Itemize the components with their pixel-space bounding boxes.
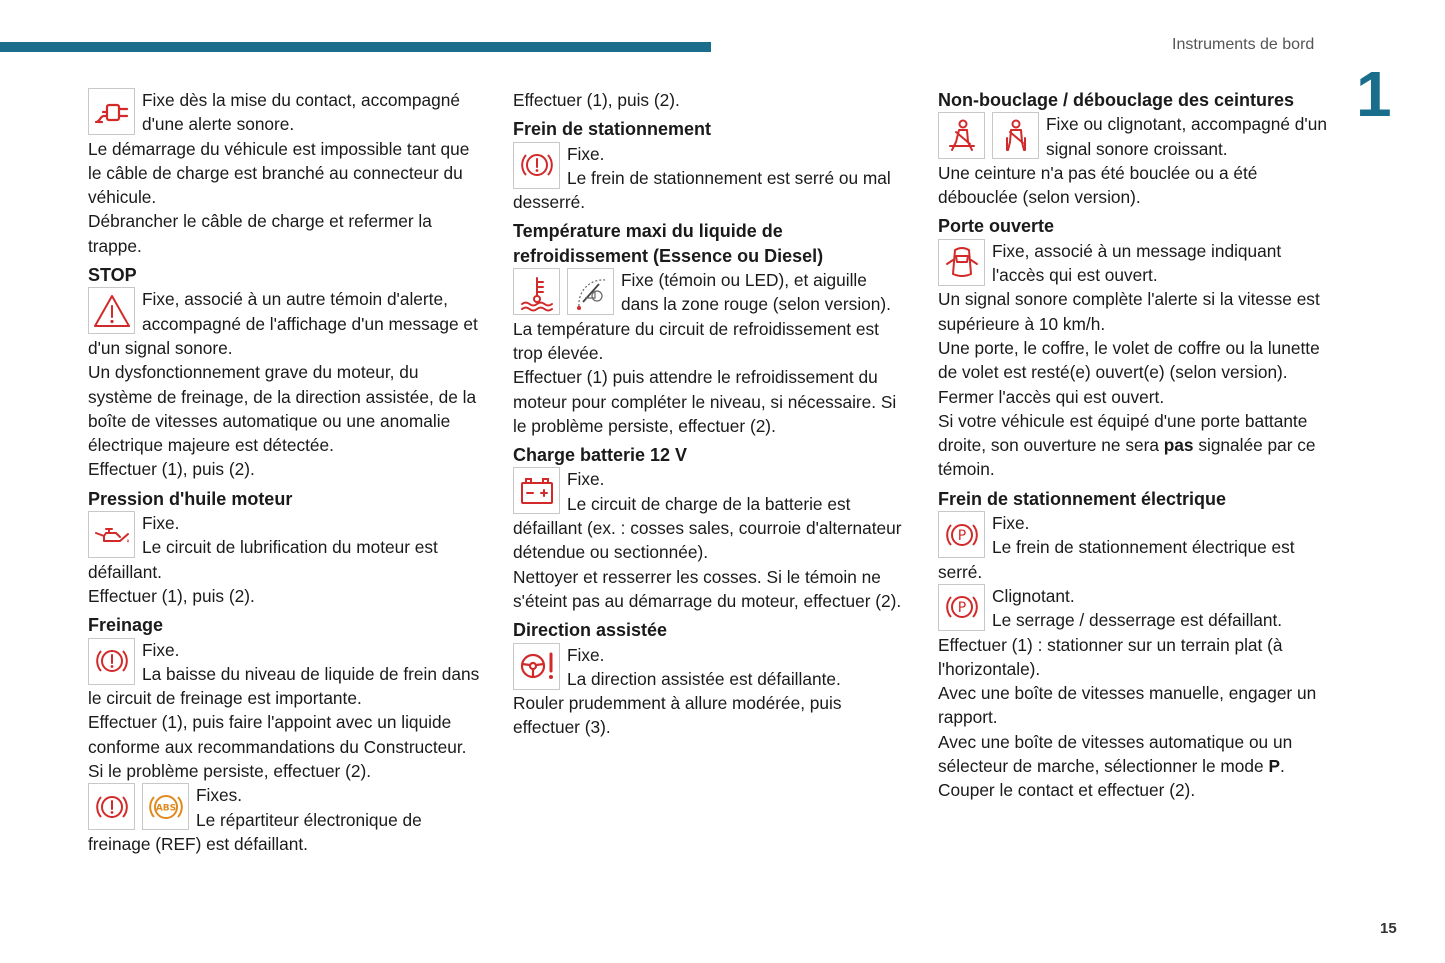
- battery-icon: [513, 467, 560, 514]
- section-title: Instruments de bord: [1172, 36, 1315, 53]
- steering-wheel-warning-icon: [513, 643, 560, 690]
- charge-cable-action: Débrancher le câble de charge et refermer la trappe.: [88, 211, 432, 256]
- seatbelt-icon: [938, 112, 985, 159]
- oil-action: Effectuer (1), puis (2).: [88, 585, 255, 606]
- ref-status: Fixes.: [196, 785, 243, 806]
- door-text-3: Fermer l'accès qui est ouvert.: [938, 386, 1165, 407]
- svg-text:ABS: ABS: [155, 803, 176, 814]
- parking-heading: Frein de stationnement: [513, 119, 712, 140]
- epb-blink-text: Le serrage / desserrage est défaillant.: [992, 610, 1283, 631]
- open-door-icon: [938, 239, 985, 286]
- column-3: [938, 88, 1334, 803]
- coolant-status: Fixe (témoin ou LED), et aiguille dans la zone rouge (selon version).: [621, 270, 891, 315]
- charge-cable-status: Fixe dès la mise du contact, accompagné d'une alerte sonore.: [142, 90, 460, 135]
- brake-warning-icon: [513, 142, 560, 189]
- parking-status: Fixe.: [567, 143, 605, 164]
- carryover-action: Effectuer (1), puis (2).: [513, 90, 680, 110]
- page-number: 15: [1380, 920, 1397, 937]
- coolant-text: La température du circuit de refroidissement est trop élevée.: [513, 318, 879, 363]
- epb-fixed-text: Le frein de stationnement électrique est serré.: [938, 537, 1295, 582]
- column-1: [88, 88, 484, 856]
- battery-heading: Charge batterie 12 V: [513, 445, 688, 466]
- steering-text: La direction assistée est défaillante.: [567, 668, 841, 689]
- seatbelt-text: Une ceinture n'a pas été bouclée ou a été débouclée (selon version).: [938, 162, 1258, 208]
- door-text-2: Une porte, le coffre, le volet de coffre ou la lunette de volet est resté(e) ouvert(e) (selon version).: [938, 337, 1320, 383]
- seatbelt-entry: [938, 112, 1334, 161]
- seatbelt-heading: Non-bouclage / débouclage des ceintures: [938, 90, 1295, 110]
- door-text-4: Si votre véhicule est équipé d'une porte battante droite, son ouverture ne sera pas signalée par ce témoin.: [938, 410, 1316, 480]
- charge-cable-text: Le démarrage du véhicule est impossible tant que le câble de charge est branché au connecteur du véhicule.: [88, 138, 470, 208]
- stop-action: Effectuer (1), puis (2).: [88, 459, 255, 480]
- epb-text-2: Avec une boîte de vitesses manuelle, engager un rapport.: [938, 683, 1317, 728]
- door-text-1: Un signal sonore complète l'alerte si la vitesse est supérieure à 10 km/h.: [938, 289, 1320, 334]
- chapter-number: 1: [1356, 58, 1392, 130]
- ref-text: Le répartiteur électronique de freinage (REF) est défaillant.: [88, 809, 422, 854]
- door-status: Fixe, associé à un message indiquant l'accès qui est ouvert.: [992, 240, 1282, 286]
- epb-fixed-entry: [938, 511, 1334, 584]
- epb-blink-entry: [938, 584, 1334, 633]
- charge-plug-icon: [88, 88, 135, 135]
- epb-fixed-status: Fixe.: [992, 513, 1030, 534]
- stop-entry: [88, 287, 484, 360]
- door-entry: [938, 239, 1334, 288]
- rear-seatbelt-icon: [992, 112, 1039, 159]
- brake-warning-icon: [88, 783, 135, 830]
- header-accent-bar: [0, 42, 711, 52]
- parking-text: Le frein de stationnement est serré ou mal desserré.: [513, 167, 891, 213]
- parking-brake-icon: [938, 511, 985, 558]
- abs-icon: [142, 783, 189, 830]
- stop-heading: STOP: [88, 265, 137, 286]
- ref-entry: [88, 783, 484, 856]
- battery-status: Fixe.: [567, 469, 605, 490]
- coolant-temperature-icon: [513, 268, 560, 315]
- charge-cable-entry: [88, 88, 484, 137]
- coolant-heading: Température maxi du liquide de refroidissement (Essence ou Diesel): [513, 221, 824, 266]
- parking-entry: [513, 142, 907, 215]
- seatbelt-status: Fixe ou clignotant, accompagné d'un signal sonore croissant.: [1046, 114, 1327, 159]
- battery-text: Le circuit de charge de la batterie est défaillant (ex. : cosses sales, courroie d'alternateur détendue ou sectionnée).: [513, 493, 902, 563]
- oil-status: Fixe.: [142, 513, 180, 534]
- braking-entry: [88, 638, 484, 711]
- oil-heading: Pression d'huile moteur: [88, 488, 293, 509]
- oil-text: Le circuit de lubrification du moteur est défaillant.: [88, 537, 438, 582]
- svg-text:P: P: [957, 527, 966, 544]
- temperature-gauge-icon: [567, 268, 614, 315]
- svg-text:P: P: [957, 600, 966, 617]
- battery-entry: [513, 467, 907, 564]
- battery-action: Nettoyer et resserrer les cosses. Si le témoin ne s'éteint pas au démarrage du moteur, effectuer (2).: [513, 566, 902, 611]
- steering-action: Rouler prudemment à allure modérée, puis effectuer (3).: [513, 693, 842, 738]
- column-2: [513, 88, 907, 740]
- steering-status: Fixe.: [567, 644, 605, 665]
- epb-text-1: Effectuer (1) : stationner sur un terrain plat (à l'horizontale).: [938, 634, 1283, 679]
- coolant-action: Effectuer (1) puis attendre le refroidissement du moteur pour compléter le niveau, si nécessaire. Si le problème persiste, effectuer (2).: [513, 367, 897, 436]
- stop-text: Un dysfonctionnement grave du moteur, du système de freinage, de la direction assistée, de la boîte de vitesses automatique ou une anomalie électrique majeure est détectée.: [88, 362, 477, 456]
- epb-heading: Frein de stationnement électrique: [938, 488, 1227, 509]
- coolant-entry: [513, 268, 907, 317]
- brake-warning-icon: [88, 638, 135, 685]
- epb-blink-status: Clignotant.: [992, 585, 1075, 606]
- parking-brake-icon: [938, 584, 985, 631]
- epb-text-3: Avec une boîte de vitesses automatique ou un sélecteur de marche, sélectionner le mode P.: [938, 731, 1293, 777]
- steering-entry: [513, 643, 907, 692]
- steering-heading: Direction assistée: [513, 620, 668, 641]
- door-heading: Porte ouverte: [938, 216, 1055, 237]
- braking-status: Fixe.: [142, 639, 180, 660]
- braking-text: La baisse du niveau de liquide de frein dans le circuit de freinage est importante.: [88, 663, 480, 709]
- oil-can-icon: [88, 511, 135, 558]
- warning-triangle-icon: [88, 287, 135, 334]
- braking-action: Effectuer (1), puis faire l'appoint avec un liquide conforme aux recommandations du Constructeur. Si le problème persiste, effectuer (2).: [88, 712, 467, 782]
- oil-entry: [88, 511, 484, 584]
- epb-text-4: Couper le contact et effectuer (2).: [938, 780, 1196, 801]
- stop-status: Fixe, associé à un autre témoin d'alerte, accompagné de l'affichage d'un message et d'un signal sonore.: [88, 289, 478, 358]
- braking-heading: Freinage: [88, 615, 164, 636]
